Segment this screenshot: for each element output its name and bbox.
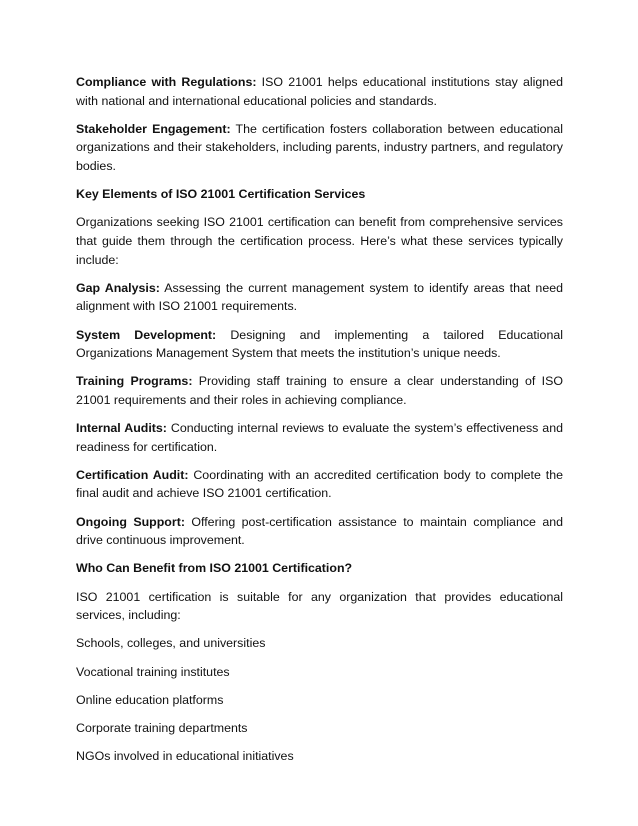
paragraph-label: Ongoing Support: [76, 514, 185, 529]
paragraph-label: Gap Analysis: [76, 280, 160, 295]
section-heading-who-benefits: Who Can Benefit from ISO 21001 Certification? [76, 561, 353, 576]
paragraph-text: Coordinating with an accredited certification body to complete the final audit and achieve ISO 21001 certification. [76, 467, 563, 501]
paragraph-label: Certification Audit: [76, 467, 189, 482]
paragraph-suitability [76, 588, 563, 625]
paragraph-text: Offering post-certification assistance to maintain compliance and drive continuous improvement. [76, 514, 564, 548]
paragraph-compliance [76, 73, 563, 110]
document-page [76, 73, 563, 775]
paragraph-certification-audit [76, 466, 563, 503]
paragraph-ongoing-support [76, 513, 563, 550]
list-item: Vocational training institutes [76, 664, 230, 679]
paragraph-text: Conducting internal reviews to evaluate the system’s effectiveness and readiness for certification. [76, 421, 563, 454]
list-item: Corporate training departments [76, 720, 248, 735]
paragraph-text: Designing and implementing a tailored Educational Organizations Management System that meets the institution’s unique needs. [76, 327, 563, 361]
paragraph-intro-services [76, 213, 563, 269]
paragraph-label: System Development: [76, 327, 217, 342]
paragraph-gap-analysis [76, 279, 563, 316]
paragraph-text: ISO 21001 certification is suitable for any organization that provides educational services, including: [76, 589, 563, 623]
paragraph-internal-audits [76, 419, 563, 456]
paragraph-text: The certification fosters collaboration between educational organizations and their stakeholders, including parents, industry partners, and regulatory bodies. [76, 121, 563, 173]
paragraph-label: Compliance with Regulations: [76, 75, 257, 89]
paragraph-text: Assessing the current management system to identify areas that need alignment with ISO 21001 requirements. [76, 280, 563, 314]
section-heading-key-elements: Key Elements of ISO 21001 Certification Services [76, 187, 366, 202]
paragraph-text: Providing staff training to ensure a clear understanding of ISO 21001 requirements and their roles in achieving compliance. [76, 374, 563, 407]
paragraph-text: ISO 21001 helps educational institutions stay aligned with national and international educational policies and standards. [76, 75, 563, 108]
paragraph-text: Organizations seeking ISO 21001 certification can benefit from comprehensive services that guide them through the certification process. Here’s what these services typically include: [76, 215, 563, 267]
paragraph-training-programs [76, 372, 563, 409]
list-item: Online education platforms [76, 692, 224, 707]
paragraph-system-development [76, 326, 563, 363]
list-item: Schools, colleges, and universities [76, 636, 266, 651]
paragraph-label: Training Programs: [76, 374, 193, 389]
paragraph-stakeholder [76, 120, 563, 176]
list-item: NGOs involved in educational initiatives [76, 749, 294, 764]
paragraph-label: Internal Audits: [76, 421, 167, 436]
paragraph-label: Stakeholder Engagement: [76, 121, 231, 136]
